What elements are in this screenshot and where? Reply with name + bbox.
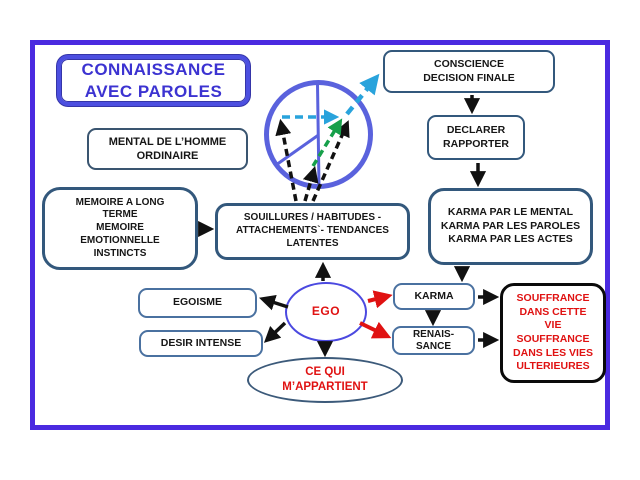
box-line: TERME [102, 209, 138, 221]
box-line: RAPPORTER [443, 137, 509, 150]
box-line: MEMOIRE A LONG [75, 196, 165, 208]
box-line: SANCE [415, 340, 451, 352]
box-line: DECISION FINALE [423, 71, 515, 84]
declarer-box [427, 115, 525, 160]
desir-intense-box [139, 330, 263, 357]
box-line: LATENTES [286, 237, 339, 249]
box-line: MENTAL DE L’HOMME [108, 135, 227, 148]
box-line: KARMA PAR LES PAROLES [440, 219, 581, 232]
souillures-box [215, 203, 410, 260]
ce-qui-mappartient-ellipse [247, 357, 403, 403]
box-line: VIE [544, 319, 562, 332]
souffrance-box [500, 283, 606, 383]
box-line: KARMA PAR LES ACTES [448, 233, 573, 246]
box-line: DESIR INTENSE [160, 336, 242, 349]
box-line: ORDINAIRE [136, 150, 199, 162]
box-line: EGO [311, 304, 341, 319]
renaissance-box [392, 326, 475, 355]
ego-ellipse [285, 282, 367, 342]
box-line: MEMOIRE [96, 222, 144, 234]
box-line: SOUFFRANCE [516, 292, 590, 305]
box-line: KARMA PAR LE MENTAL [447, 206, 574, 219]
box-line: DANS LES VIES [513, 346, 593, 359]
karma-box [393, 283, 475, 310]
box-line: INSTINCTS [93, 247, 147, 259]
box-line: EMOTIONNELLE [80, 234, 160, 246]
mental-homme-box [87, 128, 248, 170]
box-line: EGOISME [172, 296, 222, 309]
karma-sources-box [428, 188, 593, 265]
title-line: AVEC PAROLES [84, 81, 223, 101]
box-line: SOUFFRANCE [516, 333, 590, 345]
egoisme-box [138, 288, 257, 318]
box-line: RENAIS- [412, 328, 455, 340]
box-line: KARMA [414, 289, 454, 302]
box-line: ATTACHEMENTS`- TENDANCES [236, 225, 389, 237]
title-line: CONNAISSANCE [81, 59, 226, 79]
title-box [57, 55, 250, 106]
box-line: CONSCIENCE [433, 58, 504, 71]
box-line: M’APPARTIENT [282, 381, 368, 393]
box-line: SOUILLURES / HABITUDES - [243, 212, 382, 224]
box-line: ULTERIEURES [516, 360, 590, 373]
conscience-box [383, 50, 555, 93]
box-line: DECLARER [446, 124, 506, 137]
box-line: CE QUI [305, 366, 345, 379]
memoire-box [42, 187, 198, 270]
box-line: DANS CETTE [519, 305, 587, 318]
